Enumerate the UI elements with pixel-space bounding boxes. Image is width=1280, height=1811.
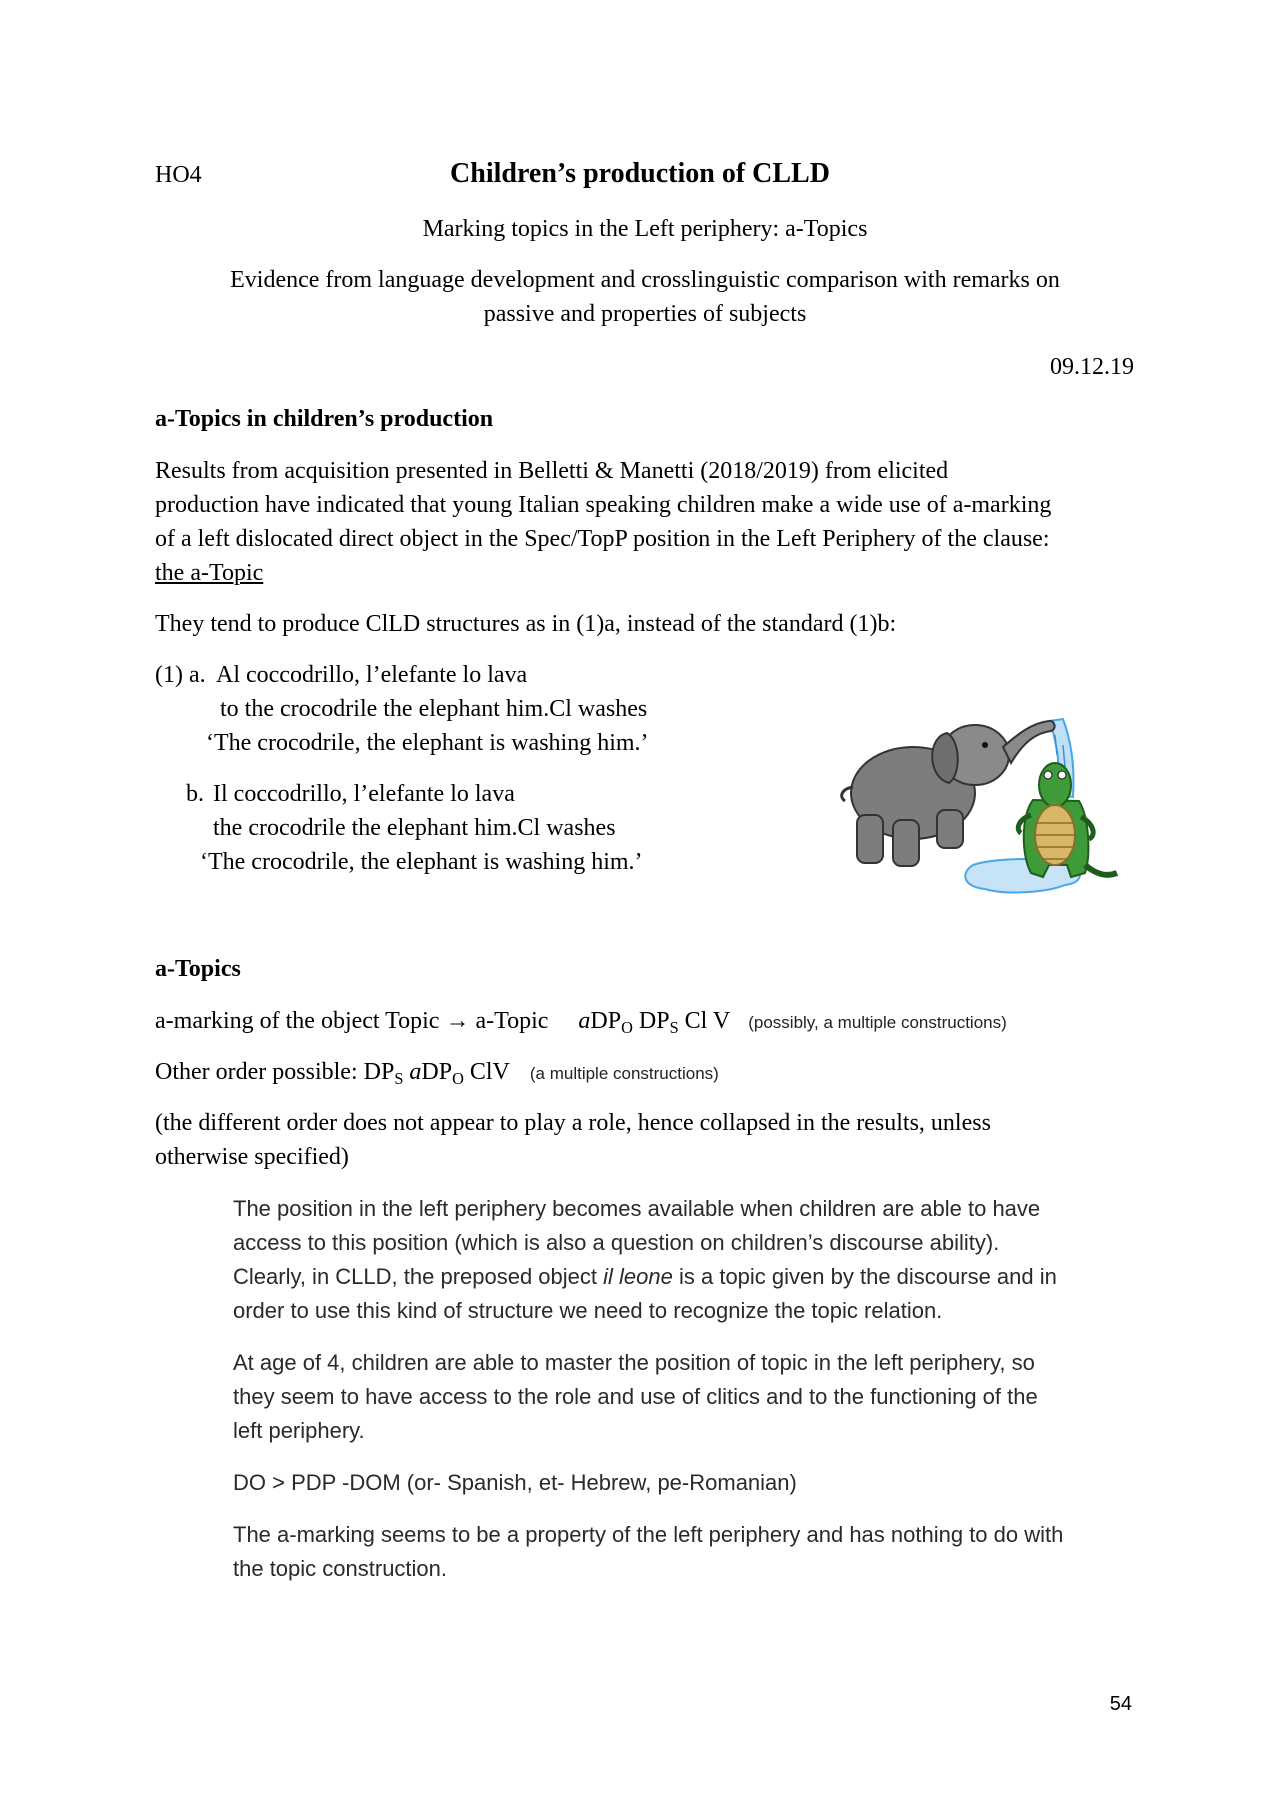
example-b-label: b. (186, 781, 204, 807)
date: 09.12.19 (1050, 354, 1134, 380)
note-line: the topic construction. (233, 1556, 448, 1581)
note-line: order to use this kind of structure we need to recognize the topic relation. (233, 1298, 943, 1323)
note-line: The a-marking seems to be a property of the left periphery and has nothing to do with (233, 1522, 1064, 1547)
a-topic-result: a-Topic (475, 1008, 549, 1034)
paragraph-line: otherwise specified) (155, 1144, 349, 1170)
handout-label: HO4 (155, 162, 202, 188)
other-order-line (155, 1055, 719, 1091)
dp-subject: DP (363, 1059, 395, 1085)
object-subscript: O (621, 1017, 633, 1037)
subject-subscript: S (394, 1068, 404, 1088)
section-heading-a-topics-production: a-Topics in children’s production (155, 406, 494, 432)
other-order-label: Other order possible: (155, 1059, 358, 1085)
paragraph-line: (the different order does not appear to play a role, hence collapsed in the results, unless (155, 1110, 991, 1136)
example-a-translation: ‘The crocodrile, the elephant is washing him.’ (206, 730, 649, 756)
elephant-washing-crocodile-illustration (835, 705, 1120, 900)
a-marker: a (578, 1008, 591, 1034)
paragraph-line: Results from acquisition presented in Belletti & Manetti (2018/2019) from elicited (155, 458, 949, 484)
paragraph-line: of a left dislocated direct object in the Spec/TopP position in the Left Periphery of the clause: (155, 526, 1050, 552)
construction-note: (a multiple constructions) (529, 1064, 719, 1083)
paragraph-line: production have indicated that young Italian speaking children make a wide use of a-marking (155, 492, 1052, 518)
arrow-right-icon: → (445, 1008, 470, 1034)
page-subtitle: Marking topics in the Left periphery: a-Topics (422, 216, 868, 242)
dp-object: DP (590, 1008, 622, 1034)
note-line-dom: DO > PDP -DOM (or- Spanish, et- Hebrew, pe-Romanian) (233, 1470, 797, 1495)
note-text: is a topic given by the discourse and in (678, 1264, 1057, 1289)
description-line-1: Evidence from language development and crosslinguistic comparison with remarks on (230, 267, 1060, 293)
note-line: they seem to have access to the role and use of clitics and to the functioning of the (233, 1384, 1038, 1409)
dp-subject: DP (638, 1008, 670, 1034)
note-line (233, 1260, 1057, 1295)
example-b-text: Il coccodrillo, l’elefante lo lava (213, 781, 515, 807)
note-text: Clearly, in CLLD, the preposed object (233, 1264, 598, 1289)
note-line: The position in the left periphery becomes available when children are able to have (233, 1196, 1041, 1221)
note-line: At age of 4, children are able to master the position of topic in the left periphery, so (233, 1350, 1035, 1375)
subject-subscript: S (669, 1017, 679, 1037)
note-line: access to this position (which is also a question on children’s discourse ability). (233, 1230, 1000, 1255)
paragraph-line-underlined: the a-Topic (155, 560, 264, 586)
page-number: 54 (1109, 1693, 1132, 1715)
a-marking-text: a-marking of the object Topic (155, 1008, 440, 1034)
description-line-2: passive and properties of subjects (483, 301, 807, 327)
clitic-verb: ClV (469, 1059, 510, 1085)
example-b-translation: ‘The crocodrile, the elephant is washing him.’ (200, 849, 643, 875)
example-b-gloss: the crocodrile the elephant him.Cl washes (213, 815, 616, 841)
note-italic-term: il leone (603, 1264, 673, 1289)
example-a-text: Al coccodrillo, l’elefante lo lava (216, 662, 528, 688)
examples-intro: They tend to produce ClLD structures as in (1)a, instead of the standard (1)b: (155, 611, 897, 637)
construction-note: (possibly, a multiple constructions) (748, 1013, 1007, 1032)
section-heading-a-topics: a-Topics (155, 956, 241, 982)
a-marking-line (155, 1004, 1007, 1040)
dp-object: DP (421, 1059, 453, 1085)
example-a-gloss: to the crocodrile the elephant him.Cl washes (220, 696, 648, 722)
clitic-verb: Cl V (684, 1008, 731, 1034)
note-line: left periphery. (233, 1418, 365, 1443)
object-subscript: O (452, 1068, 464, 1088)
example-a-label: (1) a. (155, 662, 206, 688)
a-marker: a (409, 1059, 422, 1085)
page-title: Children’s production of CLLD (450, 158, 830, 189)
